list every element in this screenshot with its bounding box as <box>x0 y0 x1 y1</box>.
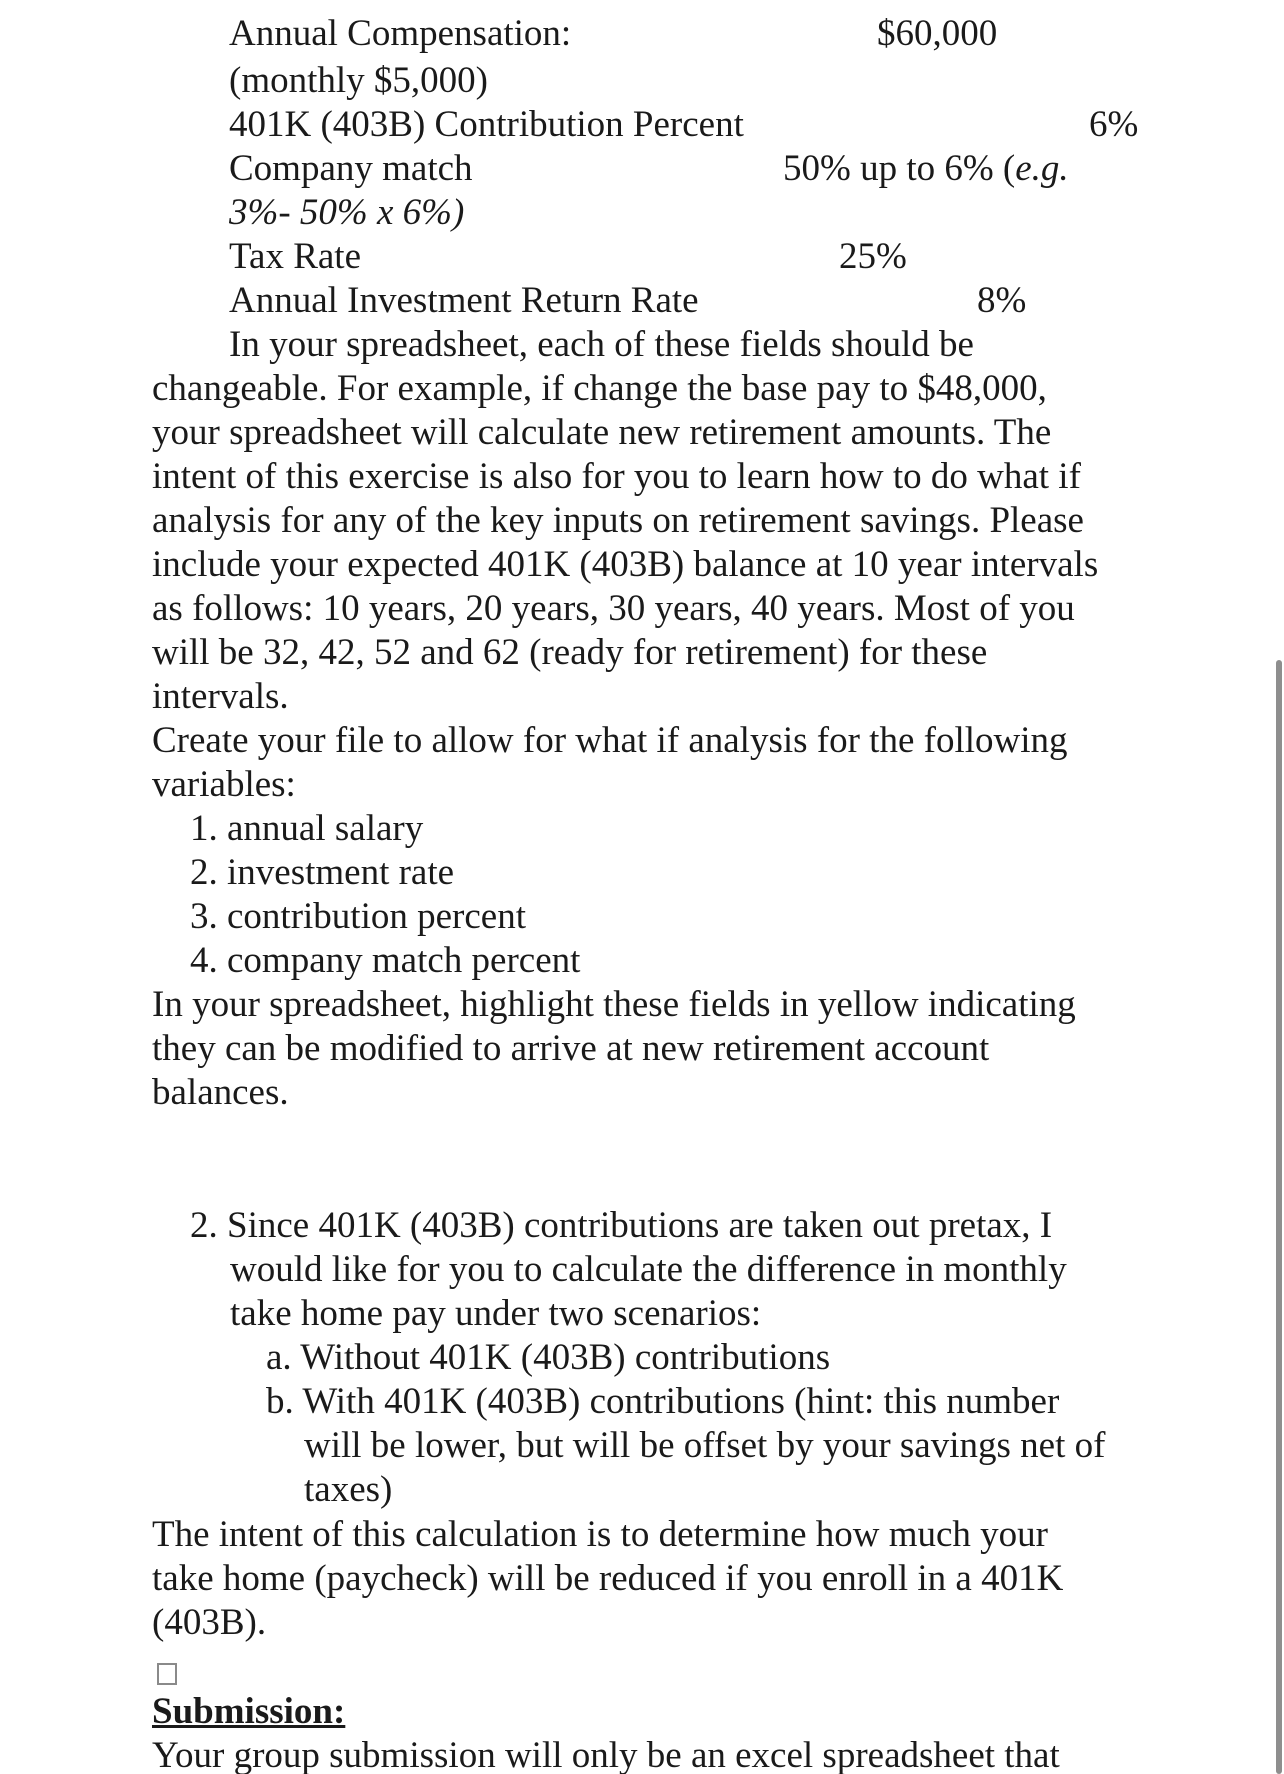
paragraph-line: as follows: 10 years, 20 years, 30 years, 40 years. Most of you <box>152 588 1075 629</box>
question-2-options <box>266 1336 1266 1512</box>
tax-rate-value: 25% <box>839 236 907 277</box>
contribution-value: 6% <box>1089 104 1139 145</box>
paragraph-line: analysis for any of the key inputs on retirement savings. Please <box>152 500 1084 541</box>
paragraph-line: (403B). <box>152 1602 267 1643</box>
contribution-label: 401K (403B) Contribution Percent <box>229 104 744 145</box>
submission-text: Your group submission will only be an excel spreadsheet that <box>152 1735 1060 1774</box>
return-rate-label: Annual Investment Return Rate <box>229 280 699 321</box>
company-match-value <box>783 147 1069 191</box>
paragraph-line: your spreadsheet will calculate new retirement amounts. The <box>152 412 1052 453</box>
list-item: 1. annual salary <box>190 808 424 849</box>
question-line: 2. Since 401K (403B) contributions are taken out pretax, I <box>190 1205 1053 1246</box>
paragraph-changeable-fields <box>152 323 1152 719</box>
question-line: would like for you to calculate the difference in monthly <box>230 1249 1067 1290</box>
paragraph-line: intervals. <box>152 676 289 717</box>
return-rate-value: 8% <box>977 280 1027 321</box>
annual-compensation-value: $60,000 <box>877 13 998 54</box>
paragraph-line: include your expected 401K (403B) balance at 10 year intervals <box>152 544 1099 585</box>
vertical-scrollbar[interactable] <box>1276 660 1282 1774</box>
question-2 <box>190 1204 1190 1336</box>
tax-rate-label: Tax Rate <box>229 236 361 277</box>
question-line: take home pay under two scenarios: <box>230 1293 762 1334</box>
list-item: 2. investment rate <box>190 852 455 893</box>
company-match-value-text: 50% up to 6% ( <box>783 148 1016 189</box>
paragraph-line: Create your file to allow for what if analysis for the following <box>152 720 1068 761</box>
company-match-label: Company match <box>229 148 473 189</box>
company-match-example: 3%- 50% x 6%) <box>229 192 465 233</box>
submission-heading: Submission: <box>152 1691 346 1732</box>
paragraph-line: changeable. For example, if change the base pay to $48,000, <box>152 368 1047 409</box>
option-b-line: taxes) <box>304 1469 393 1510</box>
paragraph-line: In your spreadsheet, highlight these fields in yellow indicating <box>152 984 1076 1025</box>
paragraph-line: The intent of this calculation is to determine how much your <box>152 1514 1049 1555</box>
paragraph-what-if <box>152 719 1152 807</box>
option-b-line: will be lower, but will be offset by your savings net of <box>304 1425 1106 1466</box>
paragraph-line: intent of this exercise is also for you to learn how to do what if <box>152 456 1081 497</box>
variables-list <box>190 807 1190 983</box>
paragraph-line: they can be modified to arrive at new retirement account <box>152 1028 990 1069</box>
option-a: a. Without 401K (403B) contributions <box>266 1337 831 1378</box>
list-item: 3. contribution percent <box>190 896 526 937</box>
annual-compensation-label: Annual Compensation: <box>229 13 572 54</box>
paragraph-highlight <box>152 983 1152 1115</box>
list-item: 4. company match percent <box>190 940 581 981</box>
paragraph-line: will be 32, 42, 52 and 62 (ready for retirement) for these <box>152 632 988 673</box>
company-match-eg: e.g. <box>1015 148 1069 189</box>
submission-section <box>152 1690 1152 1774</box>
checkbox[interactable] <box>157 1663 177 1685</box>
monthly-note: (monthly $5,000) <box>229 60 488 101</box>
paragraph-line: variables: <box>152 764 296 805</box>
option-b-line: b. With 401K (403B) contributions (hint: this number <box>266 1381 1060 1422</box>
paragraph-line: take home (paycheck) will be reduced if you enroll in a 401K <box>152 1558 1064 1599</box>
paragraph-line: balances. <box>152 1072 289 1113</box>
paragraph-line: In your spreadsheet, each of these fields should be <box>229 324 974 365</box>
paragraph-intent <box>152 1513 1152 1645</box>
